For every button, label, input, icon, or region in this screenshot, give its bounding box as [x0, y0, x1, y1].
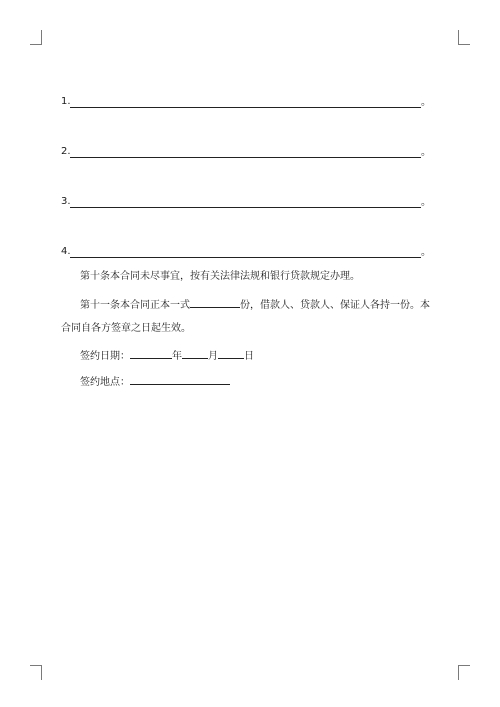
article-11-after: 份，借款人、贷款人、保证人各持一份。本 [240, 300, 430, 311]
sign-place-row [80, 373, 230, 390]
sign-date-label: 签约日期： [80, 351, 130, 362]
fill-line-1 [61, 96, 431, 108]
article-10: 第十条本合同未尽事宜，按有关法律法规和银行贷款规定办理。 [80, 271, 360, 282]
article-11-before: 第十一条本合同正本一式 [80, 300, 190, 311]
day-blank [218, 347, 244, 359]
item-end-mark: 。 [421, 197, 431, 208]
day-label: 日 [244, 351, 254, 362]
year-label: 年 [172, 351, 182, 362]
year-blank [130, 347, 172, 359]
month-label: 月 [208, 351, 218, 362]
article-11-line-1 [80, 296, 430, 313]
item-end-mark: 。 [421, 147, 431, 158]
place-blank [130, 373, 230, 385]
fill-line-2 [61, 146, 431, 158]
blank-line [70, 107, 421, 108]
article-11-line-2: 合同自各方签章之日起生效。 [61, 323, 191, 334]
sign-date-row [80, 347, 254, 364]
blank-line [70, 157, 421, 158]
crop-mark-top-right [458, 30, 470, 45]
blank-line [70, 207, 421, 208]
copies-blank [190, 296, 240, 308]
item-number: 4. [61, 246, 71, 257]
month-blank [182, 347, 208, 359]
blank-line [70, 257, 421, 258]
sign-place-label: 签约地点： [80, 377, 130, 388]
item-end-mark: 。 [421, 247, 431, 258]
crop-mark-bottom-right [458, 665, 470, 680]
item-number: 3. [61, 196, 71, 207]
fill-line-3 [61, 196, 431, 208]
item-number: 1. [61, 96, 71, 107]
fill-line-4 [61, 246, 431, 258]
item-number: 2. [61, 146, 71, 157]
crop-mark-top-left [30, 30, 42, 45]
item-end-mark: 。 [421, 97, 431, 108]
crop-mark-bottom-left [30, 665, 42, 680]
